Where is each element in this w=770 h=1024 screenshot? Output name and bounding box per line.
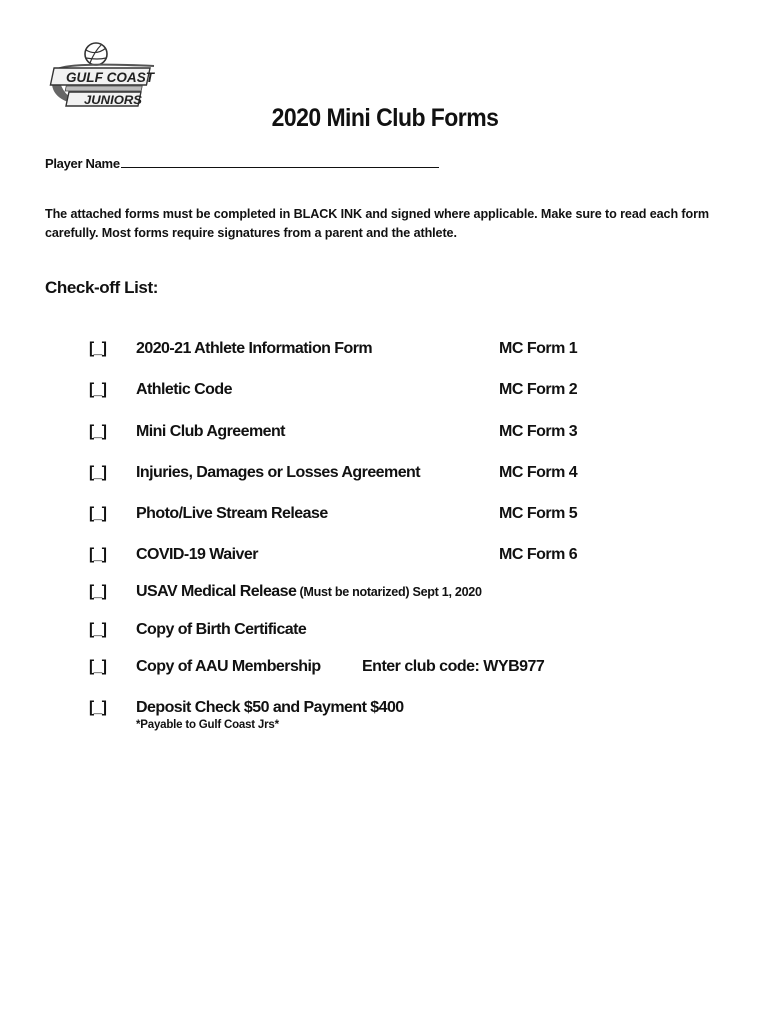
logo-line-1: GULF COAST xyxy=(66,69,156,85)
club-code-text: Enter club code: WYB977 xyxy=(362,658,545,675)
item-label: Injuries, Damages or Losses Agreement xyxy=(136,464,421,481)
page-title: 2020 Mini Club Forms xyxy=(271,104,499,132)
logo-line-2: JUNIORS xyxy=(84,93,142,107)
checkbox[interactable]: [_] xyxy=(89,699,107,716)
player-name-row xyxy=(45,155,439,171)
form-reference: MC Form 2 xyxy=(499,381,578,398)
item-label xyxy=(136,583,482,601)
form-reference: MC Form 6 xyxy=(499,546,578,563)
checkoff-heading: Check-off List: xyxy=(45,278,159,297)
player-name-label: Player Name xyxy=(45,156,120,171)
form-reference: MC Form 4 xyxy=(499,464,578,481)
checkbox[interactable]: [_] xyxy=(89,621,107,638)
checkbox[interactable]: [_] xyxy=(89,505,107,522)
checkbox[interactable]: [_] xyxy=(89,546,107,563)
form-reference: MC Form 5 xyxy=(499,505,578,522)
checkbox[interactable]: [_] xyxy=(89,583,107,600)
item-label: 2020-21 Athlete Information Form xyxy=(136,340,373,357)
item-label: Copy of AAU Membership xyxy=(136,658,321,675)
item-label: Athletic Code xyxy=(136,381,232,398)
volleyball-icon xyxy=(85,43,107,65)
item-label: Mini Club Agreement xyxy=(136,423,285,440)
item-label: COVID-19 Waiver xyxy=(136,546,258,563)
payable-note: *Payable to Gulf Coast Jrs* xyxy=(136,719,279,731)
item-label: Deposit Check $50 and Payment $400 xyxy=(136,699,404,716)
checkbox[interactable]: [_] xyxy=(89,340,107,357)
item-label: Copy of Birth Certificate xyxy=(136,621,307,638)
item-note: (Must be notarized) Sept 1, 2020 xyxy=(296,585,482,599)
form-reference: MC Form 3 xyxy=(499,423,578,440)
item-label: Photo/Live Stream Release xyxy=(136,505,328,522)
checkbox[interactable]: [_] xyxy=(89,423,107,440)
gulf-coast-juniors-logo xyxy=(46,40,162,112)
checkbox[interactable]: [_] xyxy=(89,658,107,675)
player-name-field[interactable] xyxy=(121,155,439,168)
item-label-main: USAV Medical Release xyxy=(136,583,297,600)
instructions-paragraph: The attached forms must be completed in BLACK INK and signed where applicable. Make sure to read each form carefully. Most forms require signatures from a parent and the athlete. xyxy=(45,207,710,240)
checkbox[interactable]: [_] xyxy=(89,464,107,481)
form-reference: MC Form 1 xyxy=(499,340,578,357)
checkbox[interactable]: [_] xyxy=(89,381,107,398)
